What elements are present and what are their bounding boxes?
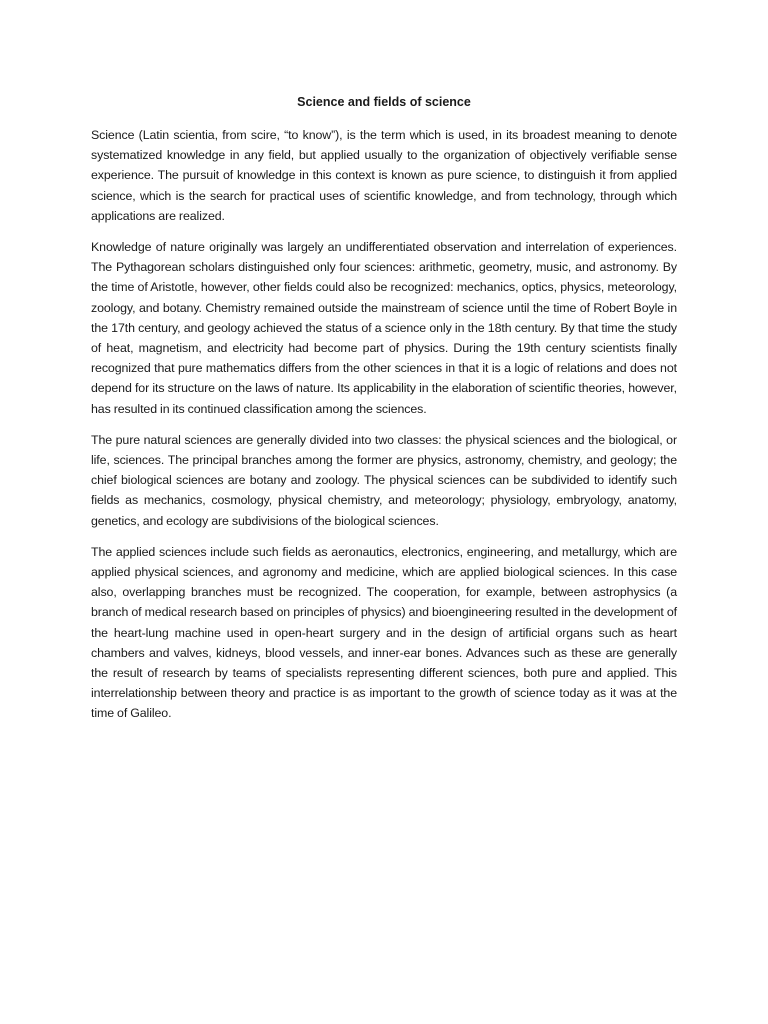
paragraph-1: Science (Latin scientia, from scire, “to know”), is the term which is used, in its broadest meaning to denote systematized knowledge in any field, but applied usually to the organization of objectively verifiable sense experience. The pursuit of knowledge in this context is known as pure science, to distinguish it from applied science, which is the search for practical uses of scientific knowledge, and from technology, through which applications are realized. — [91, 128, 677, 223]
paragraph-4: The applied sciences include such fields as aeronautics, electronics, engineering, and metallurgy, which are applied physical sciences, and agronomy and medicine, which are applied biological sciences. In this case also, overlapping branches must be recognized. The cooperation, for example, between astrophysics (a branch of medical research based on principles of physics) and bioengineering resulted in the development of the heart-lung machine used in open-heart surgery and in the design of artificial organs such as heart chambers and valves, kidneys, blood vessels, and inner-ear bones. Advances such as these are generally the result of research by teams of specialists representing different sciences, both pure and applied. This interrelationship between theory and practice is as important to the growth of science today as it was at the time of Galileo. — [91, 544, 677, 721]
document-title: Science and fields of science — [297, 95, 471, 109]
paragraph-2: Knowledge of nature originally was largely an undifferentiated observation and interrelation of experiences. The Pythagorean scholars distinguished only four sciences: arithmetic, geometry, music, and astronomy. By the time of Aristotle, however, other fields could also be recognized: mechanics, optics, physics, meteorology, zoology, and botany. Chemistry remained outside the mainstream of science until the time of Robert Boyle in the 17th century, and geology achieved the status of a science only in the 18th century. By that time the study of heat, magnetism, and electricity had become part of physics. During the 19th century scientists finally recognized that pure mathematics differs from the other sciences in that it is a logic of relations and does not depend for its structure on the laws of nature. Its applicability in the elaboration of scientific theories, however, has resulted in its continued classification among the sciences. — [91, 240, 677, 416]
document-page — [91, 92, 677, 735]
paragraph-3: The pure natural sciences are generally divided into two classes: the physical sciences and the biological, or life, sciences. The principal branches among the former are physics, astronomy, chemistry, and geology; the chief biological sciences are botany and zoology. The physical sciences can be subdivided to identify such fields as mechanics, cosmology, physical chemistry, and meteorology; physiology, embryology, anatomy, genetics, and ecology are subdivisions of the biological sciences. — [91, 432, 677, 528]
